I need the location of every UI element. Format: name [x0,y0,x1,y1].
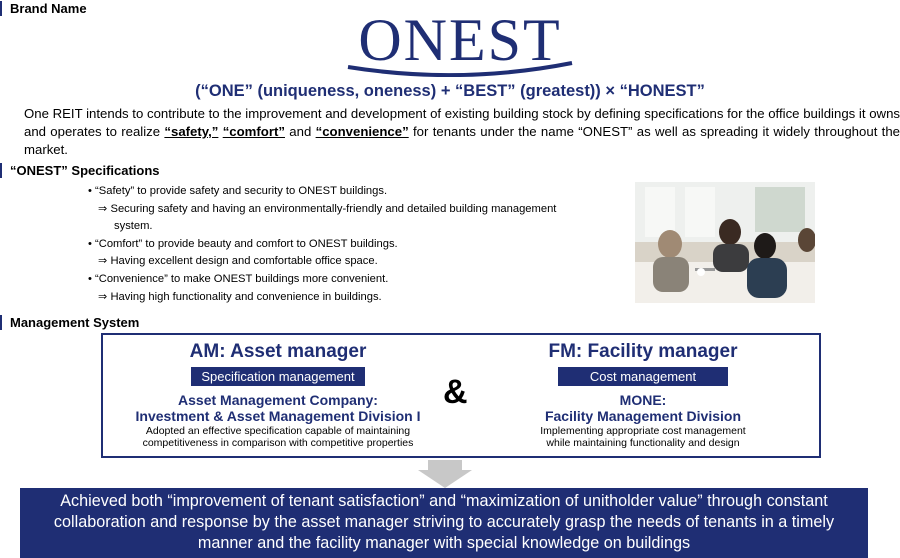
keyword-safety: “safety,” [164,124,219,139]
brand-name-heading: Brand Name [0,1,87,16]
brand-intro: One REIT intends to contribute to the improvement and development of existing building stock by defining specifications for the office buildings it owns and operates to realize “safety,” “comfort” and “convenience” for tenants under the name “ONEST” as well as spreading it widely throughout the market. [24,106,900,157]
spec-safety-detail-cont: system. [114,220,153,233]
office-meeting-photo [635,182,815,303]
ampersand: & [443,373,468,411]
asset-manager-role: Specification management [191,367,364,386]
asset-manager-company: Asset Management Company: Investment & Asset Management Division I [135,392,421,424]
facility-manager-panel [503,335,783,449]
facility-manager-role: Cost management [558,367,728,386]
spec-safety-detail: ⇒ Securing safety and having an environmentally-friendly and detailed building management [98,202,557,215]
specs-heading: “ONEST” Specifications [0,163,160,178]
svg-text:ONEST: ONEST [358,7,562,73]
brand-formula: (“ONE” (uniqueness, oneness) + “BEST” (greatest)) × “HONEST” [195,82,705,100]
facility-manager-company: MONE: Facility Management Division [544,392,742,424]
spec-convenience-detail: ⇒ Having high functionality and convenience in buildings. [98,290,382,303]
conclusion-banner: Achieved both “improvement of tenant satisfaction” and “maximization of unitholder value” through constant collaboration and response by the asset manager striving to accurately grasp the needs of tenants in a timely manner and the facility manager with special knowledge on buildings [20,488,868,558]
specs-list [88,183,628,306]
keyword-comfort: “comfort” [222,124,285,139]
spec-comfort: • “Comfort” to provide beauty and comfort to ONEST buildings. [88,236,628,254]
spec-comfort-detail: ⇒ Having excellent design and comfortable office space. [98,255,378,268]
spec-convenience: • “Convenience” to make ONEST buildings more convenient. [88,271,628,289]
asset-manager-desc: Adopted an effective specification capable of maintaining competitiveness in comparison with competitive properties [142,425,414,449]
asset-manager-title: AM: Asset manager [189,341,367,362]
spec-safety: • “Safety” to provide safety and security to ONEST buildings. [88,183,628,201]
keyword-convenience: “convenience” [315,124,409,139]
onest-logo [340,5,580,77]
down-arrow-icon [418,460,472,488]
management-box [101,333,821,458]
facility-manager-desc: Implementing appropriate cost management while maintaining functionality and design [540,425,746,449]
asset-manager-panel [103,335,453,449]
facility-manager-title: FM: Facility manager [548,341,738,362]
management-heading: Management System [0,315,139,330]
